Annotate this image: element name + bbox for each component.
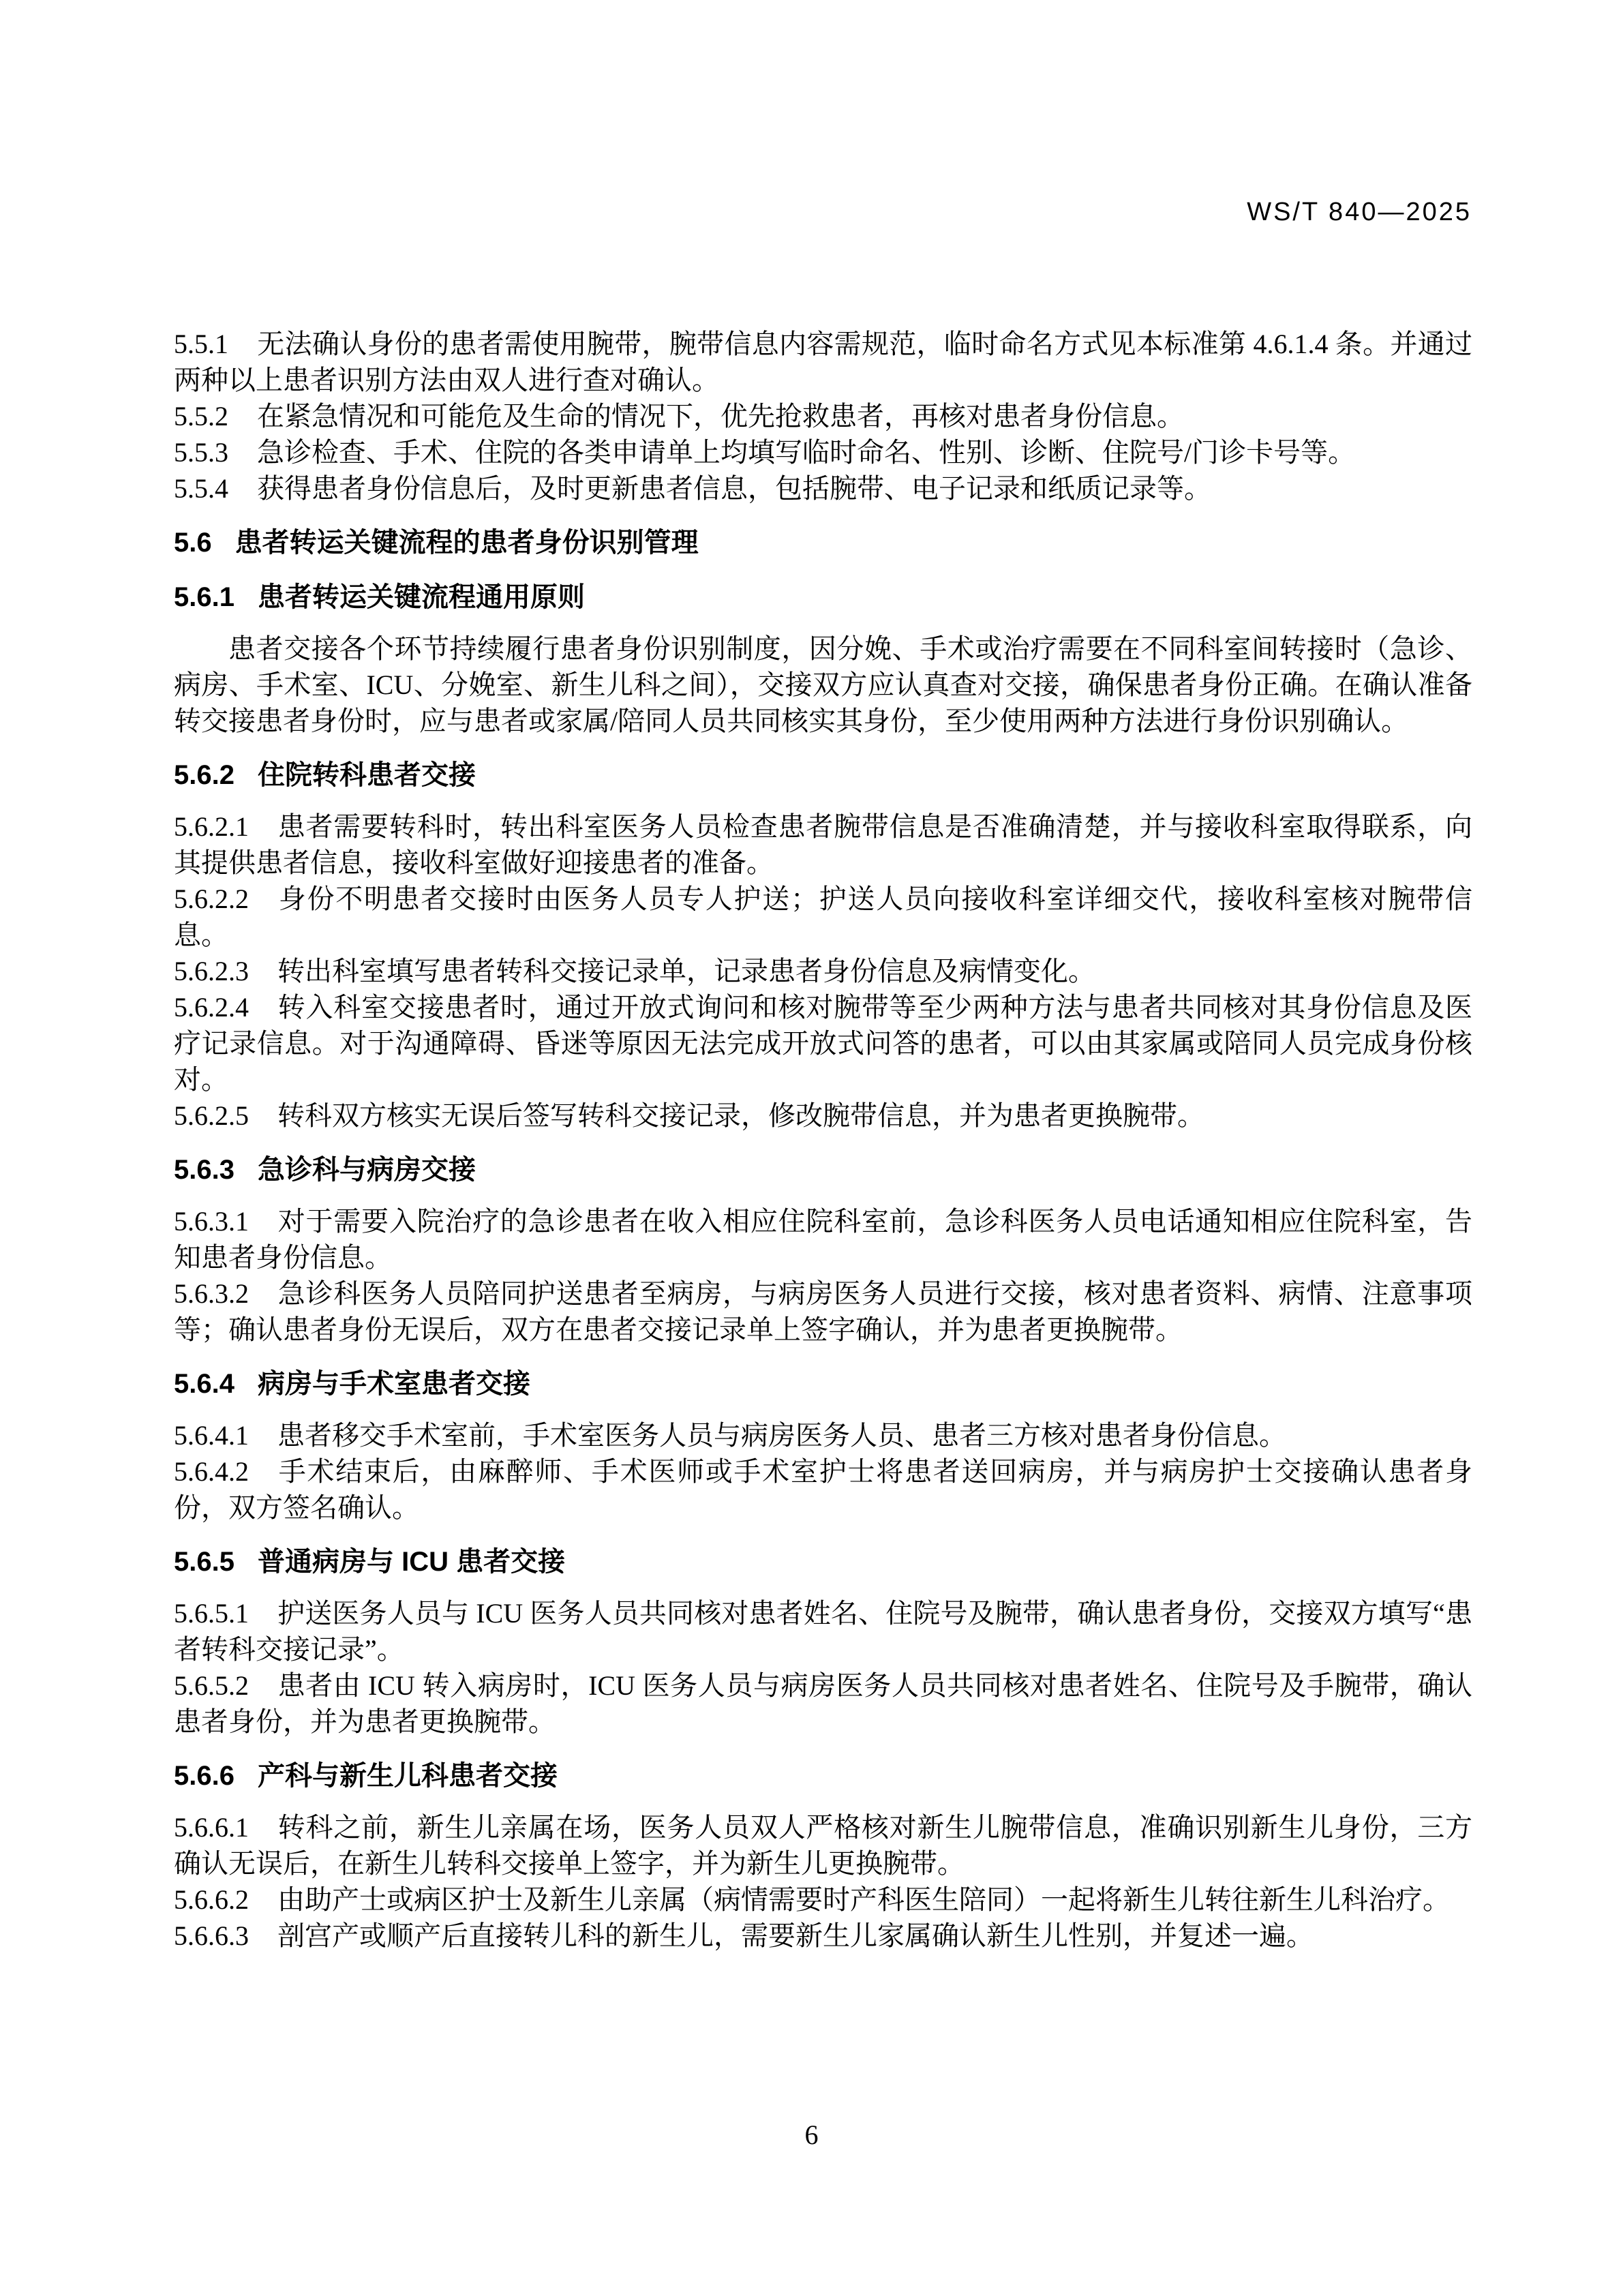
- clause-number: 5.5.4: [174, 473, 228, 504]
- clause: [174, 989, 1472, 1098]
- clause-text: 急诊科医务人员陪同护送患者至病房，与病房医务人员进行交接，核对患者资料、病情、注意事项等；确认患者身份无误后，双方在患者交接记录单上签字确认，并为患者更换腕带。: [174, 1278, 1472, 1345]
- clause: [174, 809, 1472, 881]
- clause: [174, 326, 1472, 398]
- clause-number: 5.6.5.1: [174, 1598, 249, 1629]
- clause-number: 5.6.2.2: [174, 883, 249, 914]
- clause-number: 5.6: [174, 528, 212, 558]
- clause-number: 5.6.2.5: [174, 1100, 249, 1131]
- heading-text: 住院转科患者交接: [257, 760, 476, 790]
- clause-number: 5.6.2.1: [174, 811, 249, 842]
- clause-text: 转入科室交接患者时，通过开放式询问和核对腕带等至少两种方法与患者共同核对其身份信息及医疗记录信息。对于沟通障碍、昏迷等原因无法完成开放式问答的患者，可以由其家属或陪同人员完成身份核对。: [174, 992, 1472, 1095]
- clause-number: 5.6.2.4: [174, 992, 249, 1023]
- clause-number: 5.5.1: [174, 329, 228, 359]
- clause-number: 5.6.2: [174, 760, 234, 790]
- clause-number: 5.6.1: [174, 582, 234, 612]
- clause-number: 5.5.2: [174, 401, 228, 432]
- clause-number: 5.6.6.2: [174, 1884, 249, 1915]
- standard-code-header: WS/T 840—2025: [1247, 198, 1472, 226]
- clause-text: 患者需要转科时，转出科室医务人员检查患者腕带信息是否准确清楚，并与接收科室取得联系，向其提供患者信息，接收科室做好迎接患者的准备。: [174, 811, 1472, 878]
- clause-text: 获得患者身份信息后，及时更新患者信息，包括腕带、电子记录和纸质记录等。: [257, 473, 1211, 504]
- clause: [174, 398, 1472, 434]
- clause-number: 5.6.6.1: [174, 1812, 249, 1843]
- clause-number: 5.6.5: [174, 1547, 234, 1577]
- clause: [174, 1667, 1472, 1740]
- clause-text: 患者由 ICU 转入病房时，ICU 医务人员与病房医务人员共同核对患者姓名、住院号及手腕带，确认患者身份，并为患者更换腕带。: [174, 1670, 1472, 1737]
- clause-text: 患者移交手术室前，手术室医务人员与病房医务人员、患者三方核对患者身份信息。: [277, 1420, 1286, 1451]
- clause-text: 转科之前，新生儿亲属在场，医务人员双人严格核对新生儿腕带信息，准确识别新生儿身份，三方确认无误后，在新生儿转科交接单上签字，并为新生儿更换腕带。: [174, 1812, 1472, 1879]
- clause: [174, 881, 1472, 953]
- clause-number: 5.6.3.2: [174, 1278, 249, 1309]
- section-heading: [174, 1366, 1472, 1402]
- heading-text: 急诊科与病房交接: [257, 1155, 476, 1185]
- clause: [174, 470, 1472, 507]
- clause-number: 5.5.3: [174, 437, 228, 468]
- clause: [174, 1417, 1472, 1453]
- clause-number: 5.6.4: [174, 1369, 234, 1399]
- heading-text: 患者转运关键流程的患者身份识别管理: [234, 528, 699, 558]
- clause-text: 对于需要入院治疗的急诊患者在收入相应住院科室前，急诊科医务人员电话通知相应住院科室，告知患者身份信息。: [174, 1206, 1472, 1273]
- heading-text: 普通病房与 ICU 患者交接: [257, 1547, 566, 1577]
- clause-text: 剖宫产或顺产后直接转儿科的新生儿，需要新生儿家属确认新生儿性别，并复述一遍。: [277, 1920, 1314, 1951]
- clause: [174, 434, 1472, 470]
- section-heading: [174, 525, 1472, 561]
- clause-text: 身份不明患者交接时由医务人员专人护送；护送人员向接收科室详细交代，接收科室核对腕带信息。: [174, 883, 1472, 950]
- section-heading: [174, 757, 1472, 794]
- section-heading: [174, 1544, 1472, 1580]
- section-heading: [174, 579, 1472, 616]
- clause: [174, 1098, 1472, 1134]
- clause-text: 手术结束后，由麻醉师、手术医师或手术室护士将患者送回病房，并与病房护士交接确认患者身份，双方签名确认。: [174, 1456, 1472, 1523]
- clause-text: 急诊检查、手术、住院的各类申请单上均填写临时命名、性别、诊断、住院号/门诊卡号等。: [257, 437, 1356, 468]
- clause-text: 由助产士或病区护士及新生儿亲属（病情需要时产科医生陪同）一起将新生儿转往新生儿科治疗。: [277, 1884, 1450, 1915]
- clause: [174, 1275, 1472, 1348]
- page-number: 6: [804, 2119, 819, 2150]
- clause-number: 5.6.6.3: [174, 1920, 249, 1951]
- clause-text: 转科双方核实无误后签写转科交接记录，修改腕带信息，并为患者更换腕带。: [277, 1100, 1204, 1131]
- clause-number: 5.6.6: [174, 1761, 234, 1791]
- clause-number: 5.6.4.2: [174, 1456, 249, 1487]
- clause: [174, 953, 1472, 989]
- clause-text: 在紧急情况和可能危及生命的情况下，优先抢救患者，再核对患者身份信息。: [257, 401, 1184, 432]
- heading-text: 病房与手术室患者交接: [257, 1369, 530, 1399]
- heading-text: 产科与新生儿科患者交接: [257, 1761, 558, 1791]
- clause: [174, 1453, 1472, 1526]
- content: [174, 326, 1472, 1954]
- clause: [174, 1882, 1472, 1918]
- clause-number: 5.6.5.2: [174, 1670, 249, 1701]
- section-heading: [174, 1152, 1472, 1188]
- clause-number: 5.6.3.1: [174, 1206, 249, 1237]
- clause-text: 转出科室填写患者转科交接记录单，记录患者身份信息及病情变化。: [277, 956, 1095, 986]
- clause: [174, 1918, 1472, 1954]
- clause-text: 无法确认身份的患者需使用腕带，腕带信息内容需规范，临时命名方式见本标准第 4.6.1.4 条。并通过两种以上患者识别方法由双人进行查对确认。: [174, 329, 1472, 395]
- clause-number: 5.6.3: [174, 1155, 234, 1185]
- clause-number: 5.6.2.3: [174, 956, 249, 986]
- clause: [174, 1809, 1472, 1882]
- clause-text: 患者交接各个环节持续履行患者身份识别制度，因分娩、手术或治疗需要在不同科室间转接时（急诊、病房、手术室、ICU、分娩室、新生儿科之间），交接双方应认真查对交接，确保患者身份正确。在确认准备转交接患者身份时，应与患者或家属/陪同人员共同核实其身份，至少使用两种方法进行身份识别确认。: [174, 633, 1472, 736]
- section-heading: [174, 1758, 1472, 1794]
- clause: [174, 1203, 1472, 1275]
- clause: [174, 1595, 1472, 1667]
- clause-text: 护送医务人员与 ICU 医务人员共同核对患者姓名、住院号及腕带，确认患者身份，交接双方填写“患者转科交接记录”。: [174, 1598, 1472, 1665]
- clause-number: 5.6.4.1: [174, 1420, 249, 1451]
- body-paragraph: [174, 631, 1472, 739]
- heading-text: 患者转运关键流程通用原则: [257, 582, 585, 612]
